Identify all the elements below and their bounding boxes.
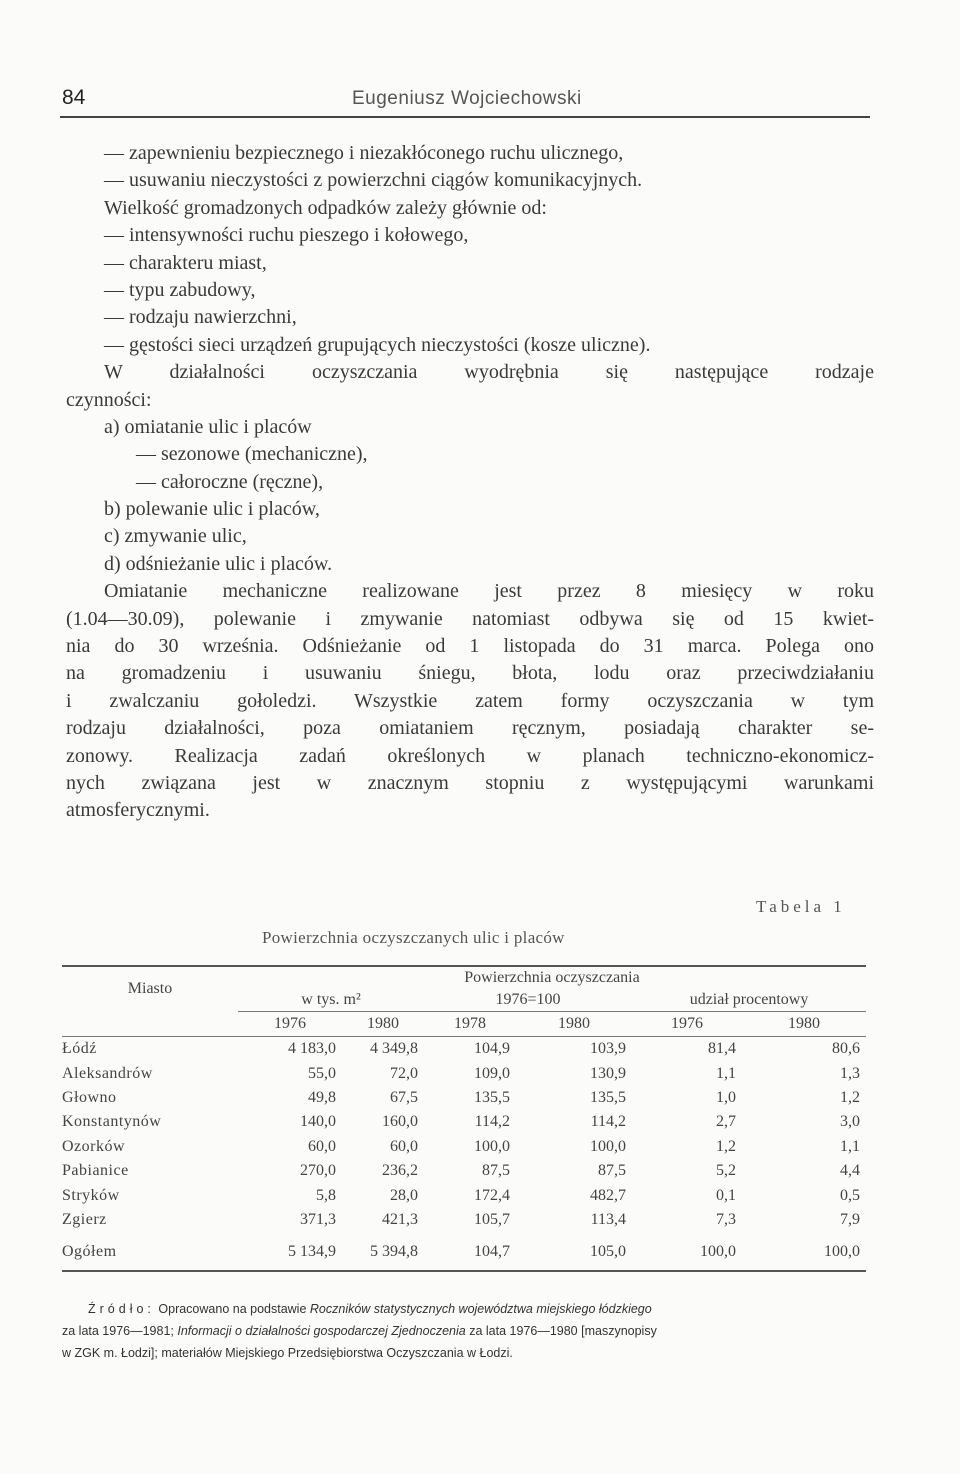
header-sub-area: w tys. m²: [301, 991, 361, 1008]
table-cell: 55,0: [308, 1064, 336, 1082]
table-row: [62, 1110, 866, 1134]
header-sub-share: udział procentowy: [689, 991, 809, 1008]
body-line: b) polewanie ulic i placów,: [104, 498, 320, 521]
body-line: — charakteru miast,: [104, 251, 267, 274]
table-cell: 172,4: [474, 1186, 510, 1204]
body-line: czynności:: [66, 388, 152, 411]
table-row: [62, 1159, 866, 1183]
city-name: Stryków: [62, 1186, 120, 1204]
source-label: Źródło:: [88, 1302, 155, 1316]
table-cell: 114,2: [590, 1113, 626, 1131]
table-cell: 1,1: [716, 1064, 736, 1082]
page-number: 84: [62, 86, 86, 109]
body-text: [66, 140, 874, 825]
header-year: 1978: [454, 1015, 486, 1032]
table-cell: 105,7: [474, 1210, 510, 1228]
table-row: [62, 1037, 866, 1061]
header-year: 1980: [788, 1015, 820, 1032]
body-line: — gęstości sieci urządzeń grupujących nieczystości (kosze uliczne).: [104, 333, 651, 356]
body-line: atmosferycznymi.: [66, 799, 210, 822]
body-line: a) omiatanie ulic i placów: [104, 415, 312, 438]
source-text: Opracowano na podstawie: [158, 1302, 307, 1316]
table-cell: 28,0: [390, 1186, 418, 1204]
header-city: Miasto: [127, 980, 173, 997]
table-cell: 1,2: [716, 1137, 736, 1155]
header-year: 1976: [274, 1015, 306, 1032]
table-cell: 482,7: [590, 1186, 626, 1204]
table-cell: 67,5: [390, 1088, 418, 1106]
table-cell: 114,2: [474, 1113, 510, 1131]
table-cell: 371,3: [300, 1210, 336, 1228]
header-sub-index: 1976=100: [495, 991, 561, 1008]
body-line: (1.04—30.09), polewanie i zmywanie natomiast odbywa się od 15 kwiet-: [66, 607, 874, 630]
body-line: i zwalczaniu gołoledzi. Wszystkie zatem formy oczyszczania w tym: [66, 689, 874, 712]
table-cell: 135,5: [474, 1088, 510, 1106]
table-row: [62, 1135, 866, 1159]
body-line: d) odśnieżanie ulic i placów.: [104, 552, 333, 575]
table-cell: 2,7: [716, 1113, 736, 1131]
source-text: w ZGK m. Łodzi]; materiałów Miejskiego Przedsiębiorstwa Oczyszczania w Łodzi.: [62, 1346, 513, 1360]
table-cell: 5 134,9: [288, 1243, 336, 1261]
city-name: Pabianice: [62, 1162, 129, 1180]
table-cell: 5,2: [716, 1162, 736, 1180]
table-cell: 87,5: [482, 1162, 510, 1180]
table-cell: 5 394,8: [370, 1243, 418, 1261]
body-line: zonowy. Realizacja zadań określonych w planach techniczno-ekonomicz-: [66, 744, 874, 767]
table-cell: 80,6: [832, 1040, 860, 1058]
table-cell: 0,5: [840, 1186, 860, 1204]
body-line: — typu zabudowy,: [104, 278, 256, 301]
table-cell: 0,1: [716, 1186, 736, 1204]
header-year: 1976: [671, 1015, 703, 1032]
table-cell: 103,9: [590, 1040, 626, 1058]
body-line: rodzaju działalności, poza omiataniem ręcznym, posiadają charakter se-: [66, 717, 874, 740]
table-cell: 104,7: [474, 1243, 510, 1261]
city-name: Konstantynów: [62, 1113, 162, 1131]
table-cell: 60,0: [390, 1137, 418, 1155]
city-name: Ozorków: [62, 1137, 126, 1155]
table-cell: 4,4: [840, 1162, 860, 1180]
table-cell: 113,4: [590, 1210, 626, 1228]
table-cell: 140,0: [300, 1113, 336, 1131]
table-bottom-rule: [62, 1270, 866, 1272]
table-cell: 1,1: [840, 1137, 860, 1155]
table-cell: 1,3: [840, 1064, 860, 1082]
table-cell: 1,0: [716, 1088, 736, 1106]
city-name: Głowno: [62, 1088, 117, 1106]
table-cell: 72,0: [390, 1064, 418, 1082]
table-cell: 270,0: [300, 1162, 336, 1180]
body-line: — zapewnieniu bezpiecznego i niezakłóconego ruchu ulicznego,: [104, 142, 624, 164]
body-line: nych związana jest w znacznym stopniu z występującymi warunkami: [66, 771, 874, 794]
body-line: Wielkość gromadzonych odpadków zależy głównie od:: [104, 196, 547, 219]
body-line: — intensywności ruchu pieszego i kołowego,: [104, 224, 469, 247]
table-cell: 4 349,8: [370, 1040, 418, 1058]
body-line: — sezonowe (mechaniczne),: [136, 443, 368, 466]
body-line: c) zmywanie ulic,: [104, 525, 247, 548]
table-cell: 3,0: [840, 1113, 860, 1131]
table-cell: 49,8: [308, 1088, 336, 1106]
table-label: Tabela 1: [756, 897, 846, 916]
table-cell: 100,0: [824, 1243, 860, 1261]
table-row-total: [62, 1232, 866, 1264]
city-name: Aleksandrów: [62, 1064, 153, 1082]
table-cell: 7,9: [840, 1210, 860, 1228]
source-text: za lata 1976—1980 [maszynopisy: [469, 1324, 657, 1338]
table-cell: 87,5: [598, 1162, 626, 1180]
body-line: na gromadzeniu i usuwaniu śniegu, błota, lodu oraz przeciwdziałaniu: [66, 662, 874, 685]
source-note: [62, 1298, 868, 1364]
table-row: [62, 1208, 866, 1232]
table-cell: 5,8: [316, 1186, 336, 1204]
table-row: [62, 1183, 866, 1207]
header-year: 1980: [558, 1015, 590, 1032]
body-line: Omiatanie mechaniczne realizowane jest przez 8 miesięcy w roku: [104, 580, 874, 603]
table-cell: 130,9: [590, 1064, 626, 1082]
body-line: — rodzaju nawierzchni,: [104, 306, 297, 329]
table-cell: 135,5: [590, 1088, 626, 1106]
table-cell: 236,2: [382, 1162, 418, 1180]
table-cell: 100,0: [474, 1137, 510, 1155]
header-group: Powierzchnia oczyszczania: [464, 969, 640, 986]
table-cell: 109,0: [474, 1064, 510, 1082]
table-cell: 4 183,0: [288, 1040, 336, 1058]
city-name: Łódź: [62, 1040, 97, 1058]
body-line: W działalności oczyszczania wyodrębnia się następujące rodzaje: [104, 361, 874, 384]
table-cell: 421,3: [382, 1210, 418, 1228]
total-label: Ogółem: [62, 1243, 117, 1261]
table-cell: 100,0: [590, 1137, 626, 1155]
table-row: [62, 1061, 866, 1085]
table-cell: 1,2: [840, 1088, 860, 1106]
table-cell: 160,0: [382, 1113, 418, 1131]
city-name: Zgierz: [62, 1210, 107, 1228]
data-table: [62, 965, 866, 1272]
body-line: — całoroczne (ręczne),: [136, 470, 324, 493]
table-cell: 100,0: [700, 1243, 736, 1261]
body-line: nia do 30 września. Odśnieżanie od 1 listopada do 31 marca. Polega ono: [66, 635, 874, 658]
table-cell: 81,4: [708, 1040, 736, 1058]
table-cell: 105,0: [590, 1243, 626, 1261]
page-header: [60, 84, 870, 118]
table-cell: 7,3: [716, 1210, 736, 1228]
body-line: — usuwaniu nieczystości z powierzchni ciągów komunikacyjnych.: [104, 169, 643, 192]
table-caption: Powierzchnia oczyszczanych ulic i placów: [262, 928, 565, 947]
table-cell: 104,9: [474, 1040, 510, 1058]
source-title: Roczników statystycznych województwa miejskiego łódzkiego: [309, 1302, 652, 1316]
header-year: 1980: [367, 1015, 399, 1032]
running-title: Eugeniusz Wojciechowski: [352, 88, 582, 109]
source-text: za lata 1976—1981;: [62, 1324, 174, 1338]
table-row: [62, 1086, 866, 1110]
source-title: Informacji o działalności gospodarczej Zjednoczenia: [177, 1324, 466, 1338]
table-cell: 60,0: [308, 1137, 336, 1155]
